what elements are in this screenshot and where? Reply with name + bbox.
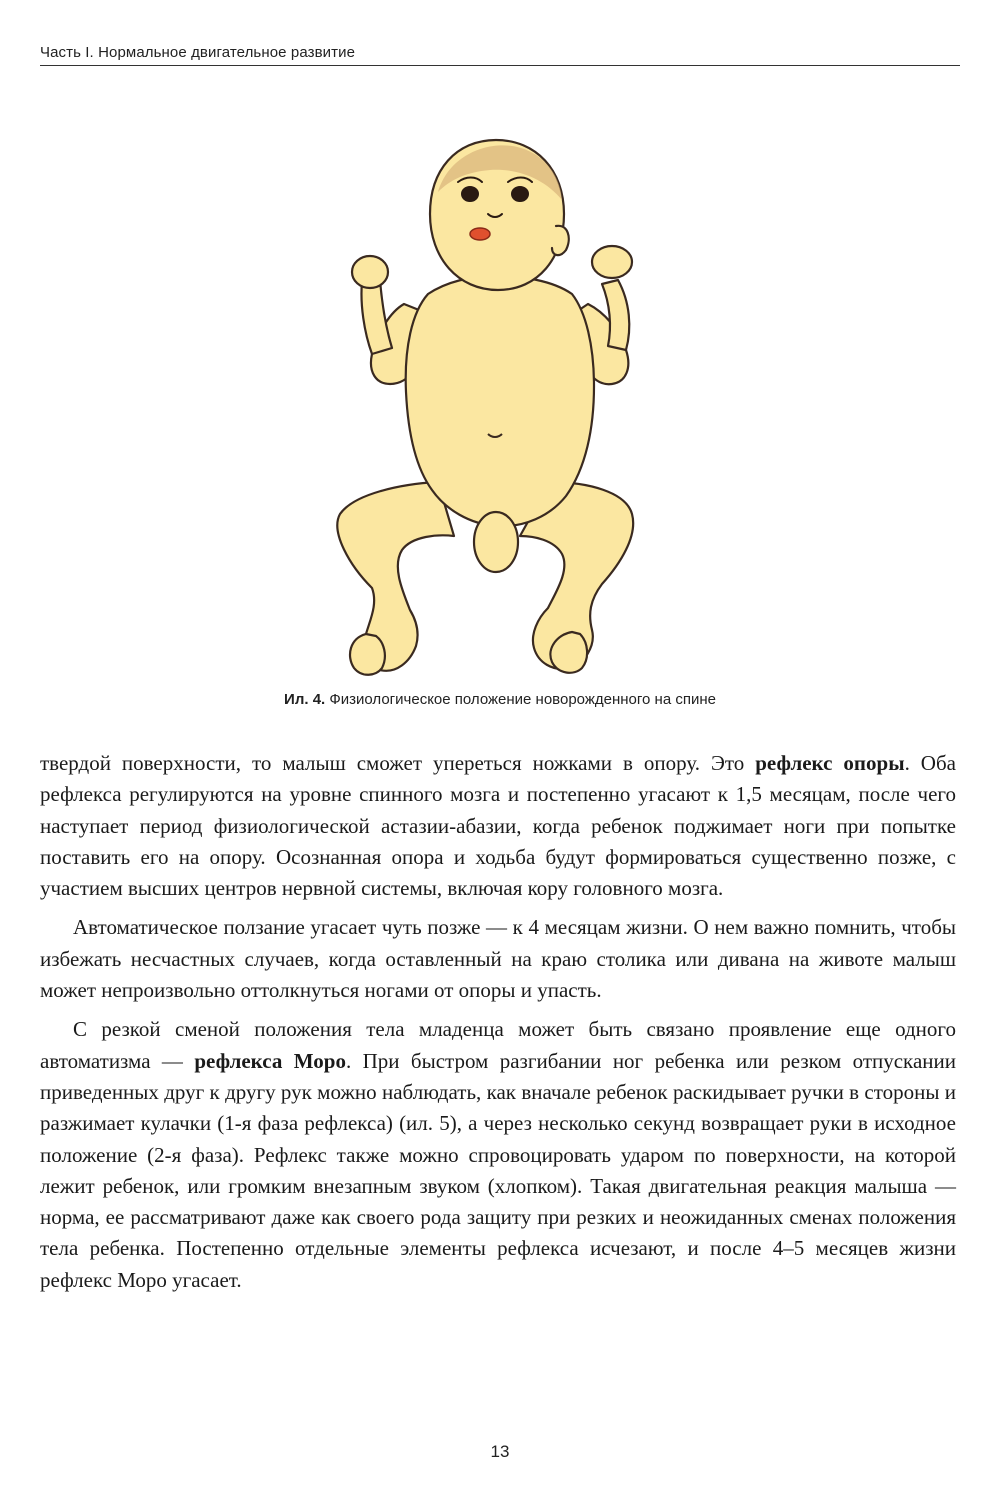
caption-label: Ил. 4.: [284, 691, 326, 708]
genitals: [474, 512, 518, 572]
newborn-illustration: [320, 122, 680, 682]
mouth: [470, 228, 490, 240]
term-support-reflex: рефлекс опоры: [755, 751, 905, 775]
paragraph-3-text-a: С резкой сменой положения тела младенца может быть связано проявление еще одного автоматизма —: [40, 1017, 956, 1073]
figure-illustration: [320, 122, 680, 682]
running-header: Часть I. Нормальное двигательное развитие: [40, 44, 356, 61]
page-number: 13: [490, 1442, 510, 1461]
paragraph-2: [40, 912, 956, 1006]
term-moro-reflex: рефлекса Моро: [194, 1048, 346, 1073]
body-text: [40, 748, 956, 1304]
header-rule: [40, 65, 960, 66]
right-fist: [592, 246, 632, 278]
left-forearm: [361, 280, 392, 354]
paragraph-1-text-b: . Оба рефлекса регулируются на уровне спинного мозга и постепенно угасают к 1,5 месяцам, после чего наступает период физиологической астазии-абазии, когда ребенок поджимает ноги при попытке поставить его на опору. Осознанная опора и ходьба будут формироваться существенно позже, с участием высших центров нервной системы, включая кору головного мозга.: [40, 751, 956, 901]
left-fist: [352, 256, 388, 288]
paragraph-2-text: Автоматическое ползание угасает чуть позже — к 4 месяцам жизни. О нем важно помнить, чтобы избежать несчастных случаев, когда оставленный на краю столика или дивана на животе малыш может непроизвольно оттолкнуться ногами от опоры и упасть.: [40, 915, 956, 1003]
torso: [406, 276, 594, 526]
paragraph-3-text-b: . При быстром разгибании ног ребенка или резком отпускании приведенных друг к другу рук можно наблюдать, как вначале ребенок раскидывает ручки в стороны и разжимает кулачки (1-я фаза рефлекса) (ил. 5), а через несколько секунд возвращает руки в исходное положение (2-я фаза). Рефлекс также можно спровоцировать ударом по поверхности, на которой лежит ребенок, или громким внезапным звуком (хлопком). Такая двигательная реакция малыша — норма, ее рассматривают даже как своего рода защиту при резких и неожиданных сменах положения тела ребенка. Постепенно отдельные элементы рефлекса исчезают, и после 4–5 месяцев жизни рефлекс Моро угасает.: [40, 1048, 956, 1292]
figure-caption: [0, 691, 1000, 708]
caption-text: Физиологическое положение новорожденного на спине: [325, 691, 716, 708]
left-foot: [350, 634, 385, 675]
paragraph-1-text-a: твердой поверхности, то малыш сможет упереться ножками в опору. Это: [40, 751, 756, 775]
paragraph-1: [40, 748, 956, 904]
paragraph-3: [40, 1014, 956, 1296]
